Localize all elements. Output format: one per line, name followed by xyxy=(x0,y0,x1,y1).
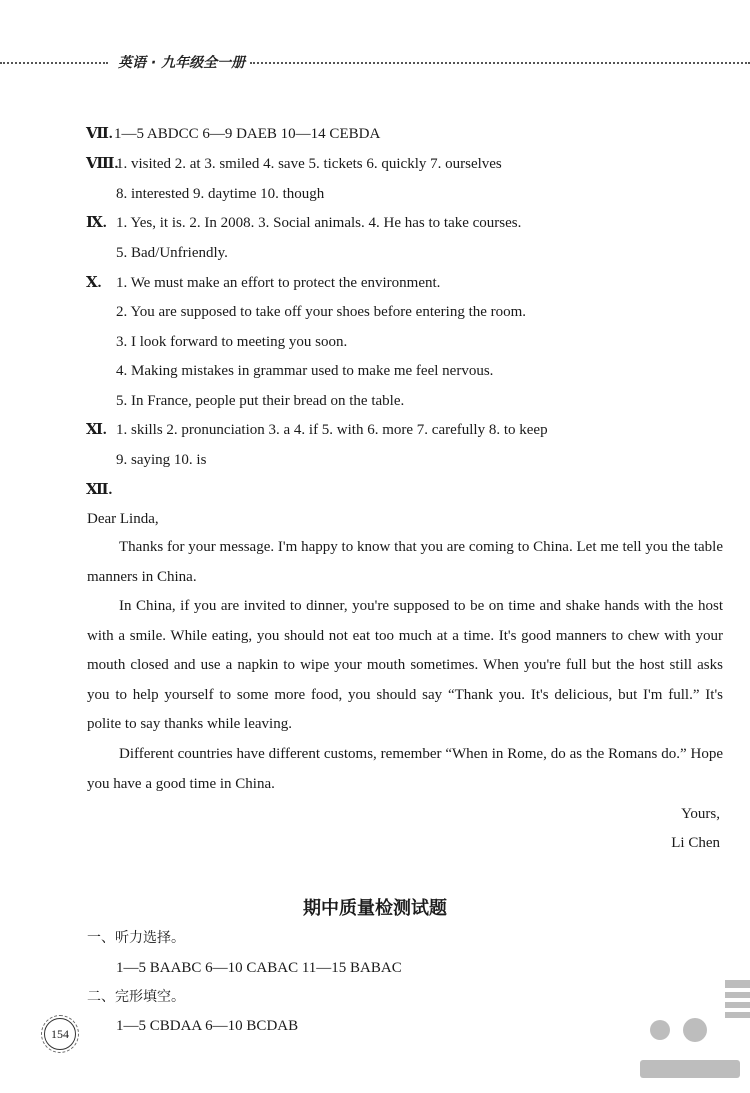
letter-paragraph-2: In China, if you are invited to dinner, you're supposed to be on time and shake hands with the host with a smile. While eating, you should not eat too much at a time. It's good manners to chew with your mouth closed and use a napkin to wipe your mouth sometimes. When you're full but the host still asks you to help yourself to some more food, you should say “Thank you. It's delicious, but I'm full.” It's polite to say thanks while leaving. xyxy=(87,598,723,733)
midterm-title: 期中质量检测试题 xyxy=(303,898,447,919)
section-x-item-3: 3. I look forward to meeting you soon. xyxy=(116,334,348,350)
section-viii-line-1: 1. visited 2. at 3. smiled 4. save 5. tickets 6. quickly 7. ourselves xyxy=(116,156,502,172)
watermark-logo xyxy=(630,980,750,1093)
midterm-part-1-answers: 1—5 BAABC 6—10 CABAC 11—15 BABAC xyxy=(116,960,402,976)
section-x-item-5: 5. In France, people put their bread on the table. xyxy=(116,393,405,409)
page-number: 154 xyxy=(51,1026,69,1041)
midterm-part-1-title: 一、听力选择。 xyxy=(87,930,185,946)
section-x-item-1: 1. We must make an effort to protect the environment. xyxy=(116,275,441,291)
letter-signature: Li Chen xyxy=(671,835,720,851)
page-header xyxy=(0,52,750,72)
letter-paragraph-1: Thanks for your message. I'm happy to know that you are coming to China. Let me tell you the table manners in China. xyxy=(87,539,723,585)
page-number-badge xyxy=(44,1018,76,1050)
section-xi-line-2: 9. saying 10. is xyxy=(116,452,207,468)
section-ix-line-1: 1. Yes, it is. 2. In 2008. 3. Social animals. 4. He has to take courses. xyxy=(116,215,522,231)
section-xi-line-1: 1. skills 2. pronunciation 3. a 4. if 5. with 6. more 7. carefully 8. to keep xyxy=(116,422,548,438)
header-dotted-rule-left xyxy=(0,62,108,64)
section-ix-line-2: 5. Bad/Unfriendly. xyxy=(116,245,228,261)
letter-closing: Yours, xyxy=(681,806,720,822)
section-x-item-2: 2. You are supposed to take off your shoes before entering the room. xyxy=(116,304,527,320)
section-number-xii: Ⅻ. xyxy=(86,482,113,498)
section-number-vii: Ⅶ. xyxy=(86,126,113,142)
section-number-x: Ⅹ. xyxy=(86,275,102,291)
header-title: 英语 · 九年级全一册 xyxy=(118,55,246,71)
letter-paragraph-3: Different countries have different customs, remember “When in Rome, do as the Romans do.” Hope you have a good time in China. xyxy=(87,746,723,792)
section-number-ix: Ⅸ. xyxy=(86,215,107,231)
section-vii-answers: 1—5 ABDCC 6—9 DAEB 10—14 CEBDA xyxy=(114,126,381,142)
header-dotted-rule-right xyxy=(250,62,750,64)
section-x-item-4: 4. Making mistakes in grammar used to make me feel nervous. xyxy=(116,363,494,379)
section-number-viii: Ⅷ. xyxy=(86,156,119,172)
midterm-part-2-answers: 1—5 CBDAA 6—10 BCDAB xyxy=(116,1018,299,1034)
section-viii-line-2: 8. interested 9. daytime 10. though xyxy=(116,186,325,202)
section-number-xi: Ⅺ. xyxy=(86,422,107,438)
letter-greeting: Dear Linda, xyxy=(87,511,159,527)
midterm-part-2-title: 二、完形填空。 xyxy=(87,989,185,1005)
